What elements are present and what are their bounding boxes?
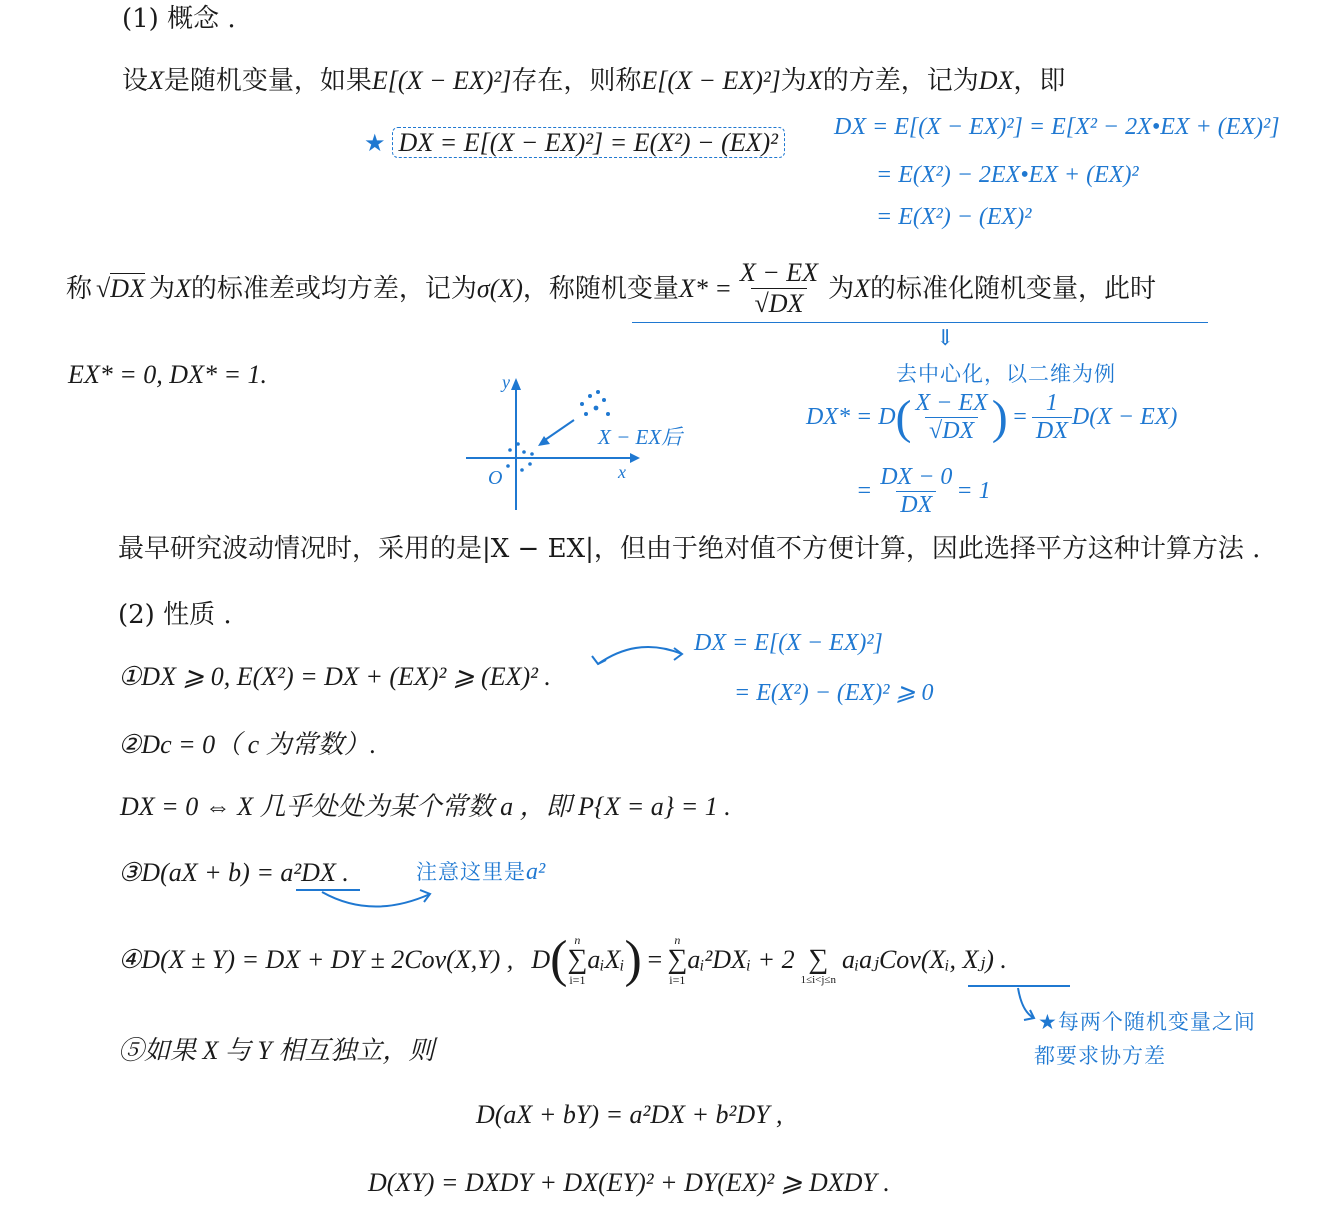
std-text-3: 的标准差或均方差，记为 bbox=[190, 273, 477, 304]
property-2: ②Dc = 0（ c 为常数）. bbox=[118, 730, 377, 759]
std-frac-den bbox=[751, 288, 808, 319]
note-derivation-line3: = E(X²) − (EX)² bbox=[876, 204, 1032, 230]
std-text-6: 的标准化随机变量，此时 bbox=[869, 273, 1156, 304]
f2-num: DX − 0 bbox=[880, 464, 953, 490]
note-centering-formula2 bbox=[856, 464, 991, 519]
std-xstar: X* = bbox=[678, 273, 732, 303]
def-text-3: 存在，则称 bbox=[511, 66, 642, 96]
f1-den: DX bbox=[942, 418, 975, 444]
std-text-2: 为 bbox=[148, 273, 175, 304]
section-heading-concept: (1) 概念 . bbox=[122, 4, 236, 34]
std-text-5: 为 bbox=[828, 273, 855, 304]
def-text-4: 为 bbox=[780, 66, 807, 96]
note-centering-formula1 bbox=[806, 390, 1177, 445]
sqrt-icon: √ bbox=[929, 418, 943, 444]
std-var-x3: X bbox=[854, 273, 870, 303]
def-var-x2: X bbox=[806, 66, 823, 95]
def-text-6: ，即 bbox=[1013, 66, 1066, 96]
definition-line bbox=[122, 66, 1065, 96]
note-prop1-line1: DX = E[(X − EX)²] bbox=[694, 630, 883, 656]
formula-5b: D(XY) = DXDY + DX(EY)² + DY(EX)² ⩾ DXDY . bbox=[368, 1168, 890, 1197]
blue-underline bbox=[632, 322, 1208, 323]
std-frac-den-dx: DX bbox=[768, 289, 804, 318]
f1-den2: DX bbox=[1032, 417, 1072, 445]
def-text-1: 设 bbox=[122, 66, 149, 96]
std-var-x: X bbox=[174, 273, 191, 303]
sum3 bbox=[801, 934, 836, 986]
f1-den-wrap bbox=[925, 417, 978, 445]
note-centering-label: 去中心化，以二维为例 bbox=[896, 362, 1116, 386]
graph-x-label: x bbox=[618, 462, 626, 482]
variance-formula: DX = E[(X − EX)²] = E(X²) − (EX)² bbox=[392, 127, 785, 158]
f2-eq: = bbox=[856, 478, 873, 504]
note-prop1-line2: = E(X²) − (EX)² ⩾ 0 bbox=[734, 680, 934, 706]
graph-shift-label: X − EX后 bbox=[598, 425, 683, 449]
graph-arrow-line bbox=[542, 420, 574, 442]
sum2-body: aᵢ²DXᵢ + 2 bbox=[687, 945, 795, 974]
prop3-underline-arrow-icon bbox=[292, 886, 440, 916]
f2-fraction bbox=[876, 464, 956, 519]
std-frac-num: X − EX bbox=[739, 258, 819, 287]
f1-eq: = bbox=[1011, 404, 1028, 430]
note-prop4-line2: 都要求协方差 bbox=[1034, 1044, 1166, 1068]
property-3: ③D(aX + b) = a²DX . bbox=[118, 858, 349, 887]
sum3-body: aᵢaⱼCov(Xᵢ, Xⱼ) . bbox=[841, 945, 1007, 974]
right-paren-icon: ) bbox=[991, 390, 1008, 444]
sum2-bottom: i=1 bbox=[669, 973, 686, 987]
curved-arrow-icon bbox=[588, 640, 692, 674]
def-dx: DX bbox=[978, 66, 1014, 95]
note-prop3-text: 注意这里是 bbox=[416, 860, 526, 884]
f1-num2: 1 bbox=[1045, 390, 1058, 416]
graph-dots-shifted bbox=[580, 390, 610, 416]
sum1 bbox=[567, 934, 587, 986]
section-heading-properties: (2) 性质 . bbox=[118, 600, 232, 630]
def-expr-1: E[(X − EX)²] bbox=[371, 66, 512, 95]
sum3-bottom: 1≤i<j≤n bbox=[800, 974, 836, 986]
sqrt-icon: √ bbox=[96, 273, 111, 303]
note-derivation-line2: = E(X²) − 2EX•EX + (EX)² bbox=[876, 162, 1139, 188]
def-text-5: 的方差，记为 bbox=[822, 66, 979, 96]
standardized-result: EX* = 0, DX* = 1. bbox=[68, 360, 268, 389]
history-sentence: 最早研究波动情况时，采用的是|X − EX|，但由于绝对值不方便计算，因此选择平方这种计算方法 . bbox=[118, 534, 1261, 564]
down-arrow-icon: ⇓ bbox=[936, 326, 955, 351]
graph-y-label: y bbox=[502, 374, 510, 392]
left-paren-icon: ( bbox=[895, 390, 912, 444]
sum1-top: n bbox=[574, 933, 581, 947]
sum1-bottom: i=1 bbox=[569, 973, 586, 987]
sum1-symbol: ∑ bbox=[567, 944, 588, 975]
sum2-symbol: ∑ bbox=[667, 944, 688, 975]
note-prop4-line1: ★每两个随机变量之间 bbox=[1038, 1010, 1256, 1034]
sum3-symbol: ∑ bbox=[808, 944, 829, 975]
right-paren-icon: ) bbox=[624, 931, 642, 988]
centering-graph bbox=[458, 374, 718, 514]
note-prop3-math: a² bbox=[526, 859, 546, 885]
f1-fraction bbox=[912, 390, 992, 445]
property-1: ①DX ⩾ 0, E(X²) = DX + (EX)² ⩾ (EX)² . bbox=[118, 662, 551, 691]
std-fraction bbox=[736, 258, 822, 319]
property-2b: DX = 0 ⇔ X 几乎处处为某个常数 a ，即 P{X = a} = 1 . bbox=[120, 792, 731, 821]
prop4-d: D bbox=[531, 945, 551, 974]
sqrt-icon: √ bbox=[754, 289, 769, 318]
graph-y-arrow-icon bbox=[511, 378, 521, 390]
f2-den: DX bbox=[896, 491, 936, 519]
property-4 bbox=[118, 930, 1007, 990]
prop4-eq: = bbox=[645, 945, 664, 974]
std-text-1: 称 bbox=[66, 273, 93, 304]
boxed-variance-formula bbox=[364, 128, 785, 158]
f1-num: X − EX bbox=[915, 390, 988, 416]
def-var-x: X bbox=[148, 66, 164, 95]
f1-left: DX* = D bbox=[806, 404, 896, 430]
sum1-body: aᵢXᵢ bbox=[587, 945, 625, 974]
def-expr-2: E[(X − EX)²] bbox=[641, 66, 781, 95]
note-derivation-line1: DX = E[(X − EX)²] = E[X² − 2X•EX + (EX)²] bbox=[834, 114, 1280, 140]
left-paren-icon: ( bbox=[550, 931, 568, 988]
star-icon: ★ bbox=[364, 129, 386, 157]
std-sqrt-dx: DX bbox=[110, 274, 145, 303]
formula-5a: D(aX + bY) = a²DX + b²DY , bbox=[476, 1100, 783, 1129]
graph-origin-label: O bbox=[488, 467, 503, 489]
std-text-4: ，称随机变量 bbox=[522, 273, 679, 304]
std-deviation-line bbox=[66, 258, 1156, 319]
note-prop3 bbox=[416, 856, 545, 886]
f1-right: D(X − EX) bbox=[1071, 404, 1178, 430]
f1-fraction2 bbox=[1032, 390, 1072, 445]
std-sigma: σ(X) bbox=[476, 273, 523, 303]
sum2-top: n bbox=[674, 933, 681, 947]
prop4-part1: ④D(X ± Y) = DX + DY ± 2Cov(X,Y) , bbox=[118, 945, 514, 974]
sum2 bbox=[667, 934, 687, 986]
property-5: ⑤如果 X 与 Y 相互独立，则 bbox=[118, 1036, 435, 1065]
def-text-2: 是随机变量，如果 bbox=[163, 66, 372, 96]
f2-right: = 1 bbox=[956, 478, 991, 504]
graph-x-arrow-icon bbox=[630, 453, 640, 463]
